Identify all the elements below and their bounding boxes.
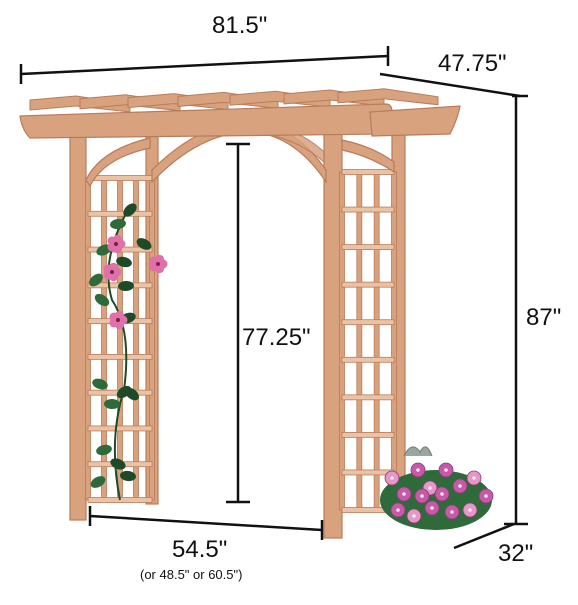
right-lattice-vertical-slat	[374, 172, 379, 510]
left-lattice-horizontal-slat	[88, 176, 152, 181]
flower-center	[114, 242, 118, 246]
inner-width-alternatives-label: (or 48.5" or 60.5")	[140, 567, 243, 582]
petunia-center	[416, 468, 420, 472]
right-lattice-horizontal-slat	[342, 357, 394, 362]
flower-center	[156, 262, 160, 266]
right-lattice-vertical-slat	[392, 172, 397, 510]
inner-width-label: 54.5"	[172, 536, 228, 563]
petunia-center	[440, 492, 444, 496]
right-lattice-horizontal-slat	[342, 170, 394, 175]
inner-width-line	[90, 516, 322, 530]
petunia-center	[396, 508, 400, 512]
depth-top-label: 47.75"	[438, 50, 507, 77]
right-lattice-horizontal-slat	[342, 207, 394, 212]
width-top-line	[21, 56, 388, 74]
petunia-center	[430, 506, 434, 510]
right-lattice-horizontal-slat	[342, 432, 394, 437]
right-lattice	[340, 170, 397, 513]
left-lattice-horizontal-slat	[88, 354, 152, 359]
left-lattice-vertical-slat	[150, 178, 155, 500]
base-depth-label: 32"	[498, 540, 534, 567]
flower-center	[110, 270, 114, 274]
flower-center	[116, 318, 120, 322]
front-header-beam	[20, 104, 392, 138]
left-lattice-vertical-slat	[86, 178, 91, 500]
inner-height-label: 77.25"	[242, 324, 311, 351]
flower-petal	[109, 263, 118, 272]
height-label: 87"	[526, 304, 562, 331]
petunia-center	[390, 476, 394, 480]
vine-leaf	[109, 218, 126, 230]
petunia-center	[420, 494, 424, 498]
right-arch-brace	[342, 140, 394, 172]
petunia-center	[450, 510, 454, 514]
width-top-label: 81.5"	[212, 12, 268, 39]
petunia-center	[412, 514, 416, 518]
left-lattice-horizontal-slat	[88, 426, 152, 431]
petunia-center	[484, 494, 488, 498]
flower-petal	[115, 311, 124, 320]
petunia-center	[444, 468, 448, 472]
right-lattice-vertical-slat	[340, 172, 345, 510]
right-lattice-horizontal-slat	[342, 395, 394, 400]
vine-leaf	[95, 443, 113, 457]
right-lattice-vertical-slat	[357, 172, 362, 510]
roof	[20, 89, 460, 138]
right-lattice-horizontal-slat	[342, 245, 394, 250]
right-lattice-horizontal-slat	[342, 320, 394, 325]
petunia-center	[458, 484, 462, 488]
petunia-center	[468, 508, 472, 512]
petunia-center	[428, 486, 432, 490]
left-lattice-vertical-slat	[134, 178, 139, 500]
petunia-center	[472, 476, 476, 480]
left-front-post	[70, 136, 86, 520]
planter-pot-rim	[404, 447, 432, 456]
flower-petal	[113, 235, 122, 244]
flower-petal	[155, 255, 164, 264]
back-header-beam	[370, 106, 460, 136]
left-lattice-horizontal-slat	[88, 211, 152, 216]
petunia-center	[402, 492, 406, 496]
right-lattice-horizontal-slat	[342, 282, 394, 287]
